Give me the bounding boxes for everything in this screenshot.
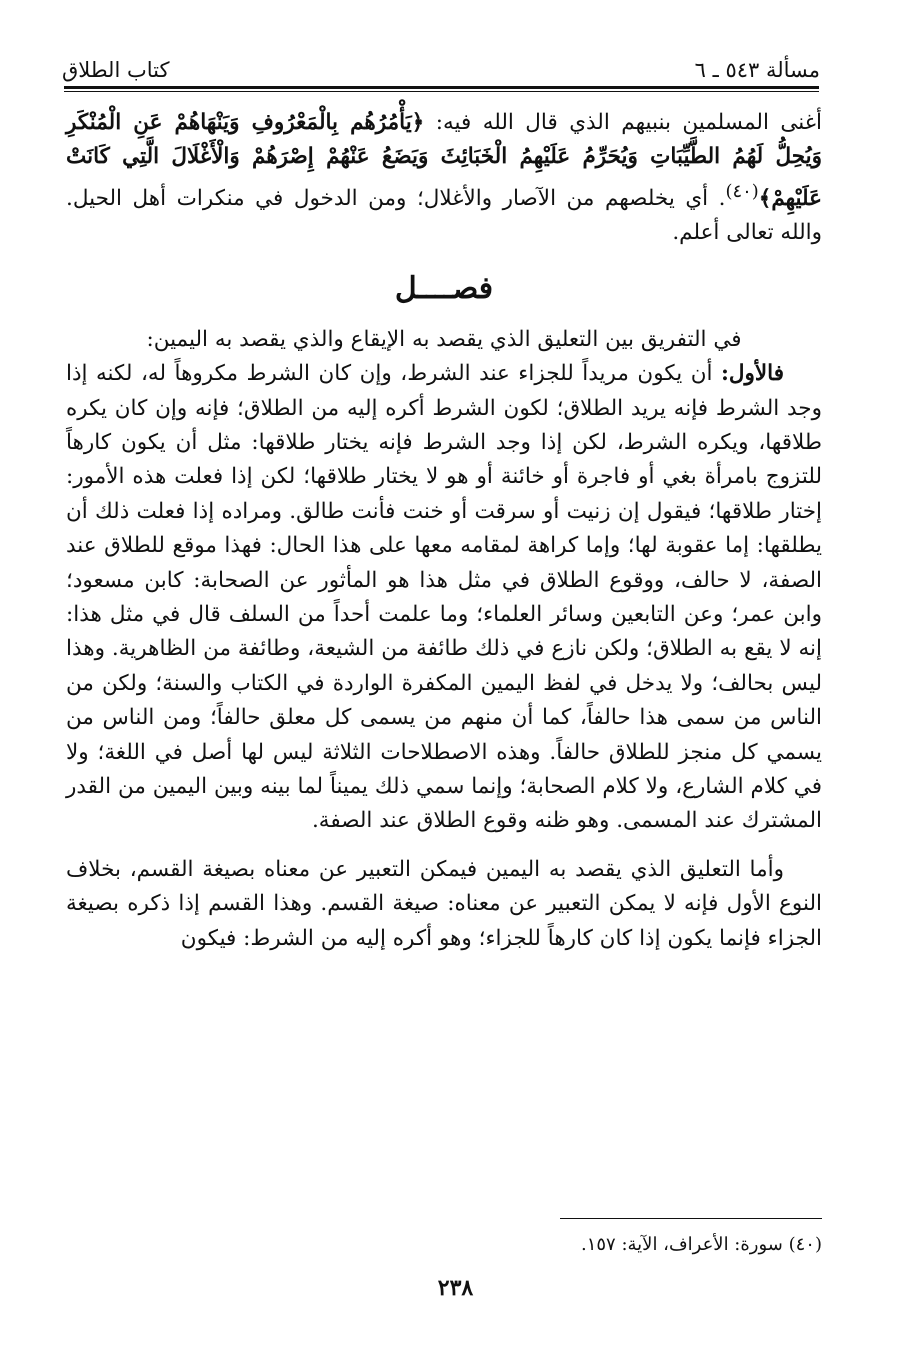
opening-paragraph — [66, 106, 822, 251]
book-title: كتاب الطلاق — [62, 58, 170, 82]
running-header — [62, 42, 820, 82]
paragraph-gap — [66, 839, 822, 853]
footnote-rule — [560, 1218, 822, 1219]
first-type-text: أن يكون مريداً للجزاء عند الشرط، وإن كان الشرط مكروهاً له، لكنه إذا وجد الشرط فإنه يريد الطلاق؛ لكون الشرط أكره إليه من الطلاق؛ فإنه وإن كان يكره طلاقها، ويكره الشرط، لكن إذا وجد الشرط فإنه يختار طلاقها: مثل أن يكون كارهاً للتزوج بامرأة بغي أو فاجرة أو خائنة أو هو لا يختار طلاقها؛ لكن إذا فعلت هذه الأمور: إختار طلاقها؛ فيقول إن زنيت أو سرقت أو خنت فأنت طالق. ومراده إذا فعلت ذلك أن يطلقها: إما عقوبة لها؛ وإما كراهة لمقامه معها على هذا الحال: فهذا موقع للطلاق عند الصفة، لا حالف، ووقوع الطلاق في مثل هذا هو المأثور عن الصحابة: كابن مسعود؛ وابن عمر؛ وعن التابعين وسائر العلماء؛ وما علمت أحداً من السلف قال في مثل هذا: إنه لا يقع به الطلاق؛ ولكن نازع في ذلك طائفة من الشيعة، وطائفة من الظاهرية. وهذا ليس بحالف؛ ولا يدخل في لفظ اليمين المكفرة الواردة في الكتاب والسنة؛ ولكن من الناس من سمى هذا حالفاً، كما أن منهم من يسمى كل معلق حالفاً؛ ومن الناس من يسمي كل منجز للطلاق حالفاً. وهذه الاصطلاحات الثلاثة ليس لها أصل في اللغة؛ ولا في كلام الشارع، ولا كلام الصحابة؛ وإنما سمي ذلك يميناً لما بينه وبين اليمين من القدر المشترك عند المسمى. وهو ظنه وقوع الطلاق عند الصفة. — [66, 361, 822, 834]
opening-continuation: . أي يخلصهم من الآصار والأغلال؛ ومن الدخول في منكرات أهل الحيل. والله تعالى أعلم. — [66, 185, 822, 246]
section-intro: في التفريق بين التعليق الذي يقصد به الإيقاع والذي يقصد به اليمين: — [146, 326, 742, 352]
footnote: (٤٠) سورة: الأعراف، الآية: ١٥٧. — [580, 1234, 822, 1255]
page-number: ٢٣٨ — [437, 1275, 474, 1301]
footnote-ref: (٤٠) — [725, 180, 759, 202]
section-title: فصــــل — [394, 270, 494, 306]
second-type-paragraph: وأما التعليق الذي يقصد به اليمين فيمكن التعبير عن معناه بصيغة القسم، بخلاف النوع الأول فإنه لا يمكن التعبير عن معناه: صيغة القسم. وهذا القسم إذا ذكره بصيغة الجزاء فإنما يكون إذا كان كارهاً للجزاء؛ وهو أكره إليه من الشرط: فيكون — [66, 856, 822, 951]
header-rule-thin — [64, 91, 819, 92]
quran-verse: ﴿يَأْمُرُهُم بِالْمَعْرُوفِ وَيَنْهَاهُمْ عَنِ الْمُنْكَرِ وَيُحِلُّ لَهُمُ الطَّيِّبَاتِ وَيُحَرِّمُ عَلَيْهِمُ الْخَبَائِثَ وَيَضَعُ عَنْهُمْ إِصْرَهُمْ وَالْأَغْلَالَ الَّتِي كَانَتْ عَلَيْهِمْ﴾ — [66, 110, 822, 211]
first-type-label: فالأول: — [720, 361, 784, 387]
main-text — [66, 106, 822, 956]
issue-label: مسألة ٥٤٣ ـ ٦ — [694, 58, 820, 82]
header-rule-thick — [64, 86, 819, 89]
opening-intro: أغنى المسلمين بنبيهم الذي قال الله فيه: — [424, 110, 822, 135]
first-type-paragraph — [66, 357, 822, 839]
